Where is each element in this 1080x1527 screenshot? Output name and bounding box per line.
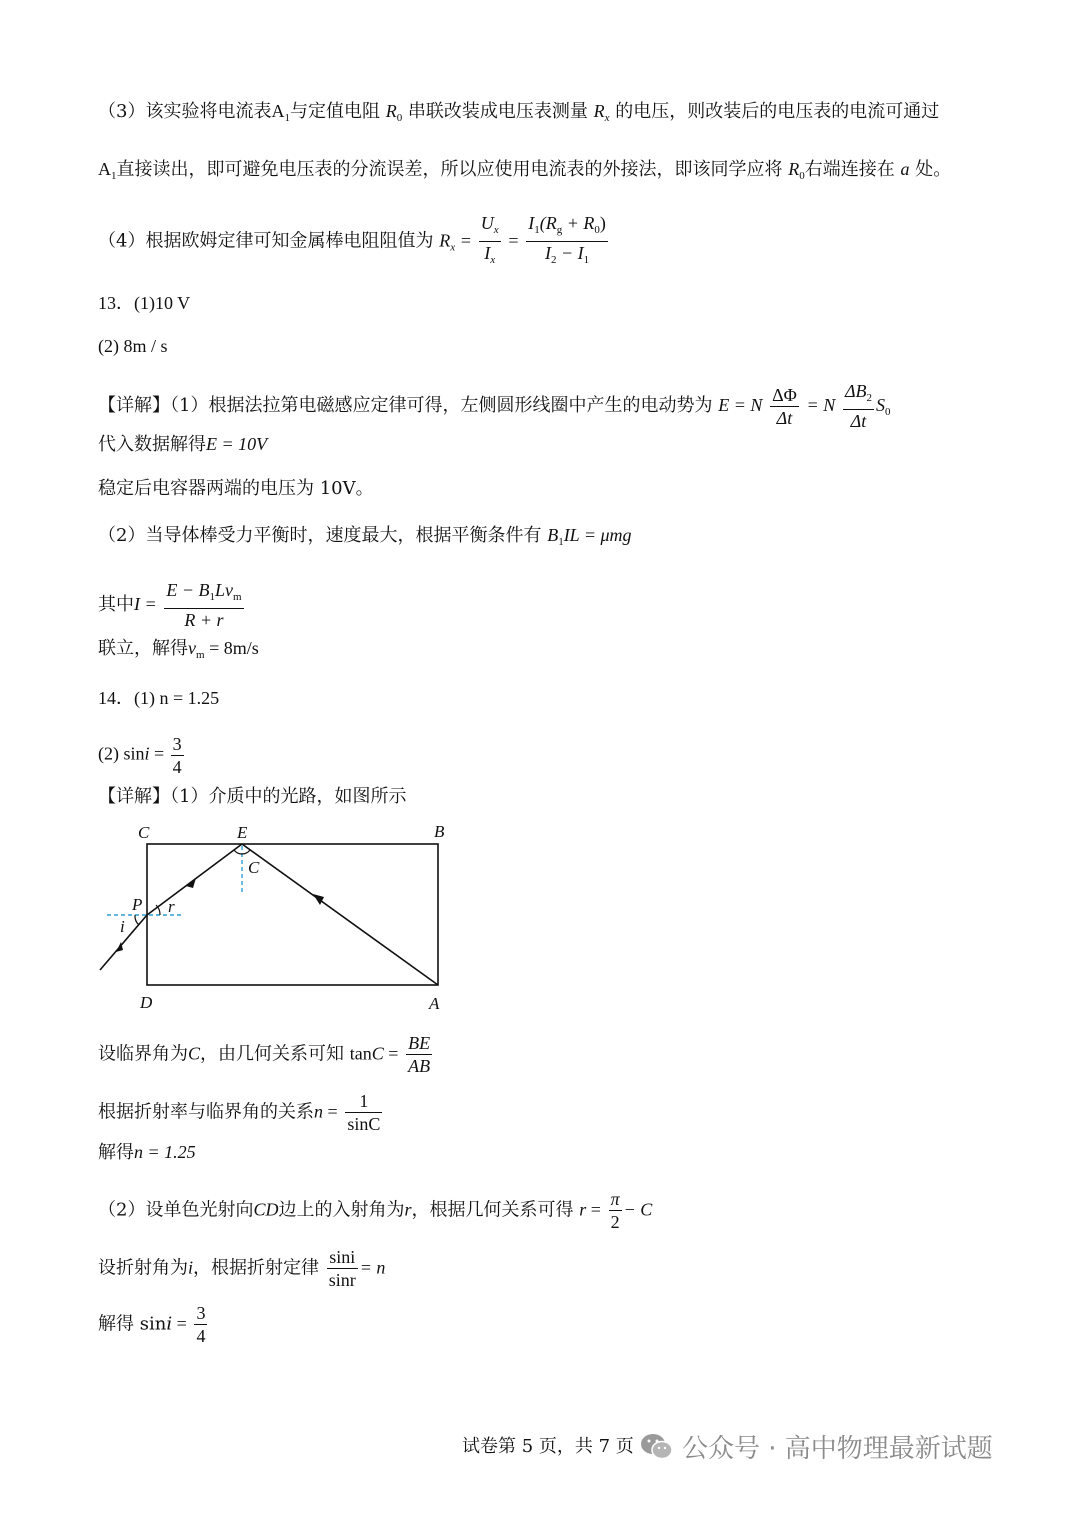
p4-text1: （4）根据欧姆定律可知金属棒电阻阻值为 — [98, 230, 434, 252]
vm-sub-2: m — [196, 649, 205, 661]
q14-d2-eq: = — [383, 1043, 399, 1064]
Ux-sub: x — [493, 224, 499, 236]
R0-sub: 0 — [396, 112, 403, 124]
close-paren: ) — [599, 213, 606, 233]
arrow-E-P — [186, 878, 196, 888]
q13-answer2: (2) 8m / s — [98, 336, 168, 356]
BE: BE — [408, 1033, 431, 1053]
q14-d5-text: （2）设单色光射向 — [98, 1199, 254, 1221]
label-r: r — [168, 897, 175, 916]
R0-sub-3: 0 — [594, 224, 600, 236]
fraction-pi-2 — [609, 1188, 622, 1233]
S0: S — [876, 395, 885, 415]
vm-sub: m — [233, 591, 242, 603]
minus-I1: − I — [556, 243, 584, 263]
q14-d5-text3: ，根据几何关系可得 — [411, 1199, 574, 1221]
r-symbol: r — [404, 1199, 412, 1220]
q14-a2-eq: = — [149, 743, 165, 764]
q14-detail6 — [98, 1246, 385, 1291]
num-1: 1 — [345, 1090, 382, 1113]
Rx-sub: x — [604, 112, 610, 124]
fraction-1-sinC — [345, 1090, 382, 1135]
q14-detail5 — [98, 1188, 652, 1233]
label-B: B — [434, 822, 445, 841]
I1-sub-2: 1 — [583, 254, 590, 266]
dt-2: Δt — [850, 411, 867, 431]
Rg-open: (R — [539, 213, 557, 233]
Ux: U — [480, 213, 494, 233]
ray-A-to-E — [242, 844, 438, 985]
E-minus-B: E − B — [166, 580, 210, 600]
Rx-symbol: R — [593, 101, 605, 121]
label-i: i — [120, 917, 125, 936]
p4-eq1: = — [460, 230, 471, 251]
R0-symbol: R — [385, 101, 397, 121]
point-a: a — [900, 159, 910, 179]
CD: CD — [253, 1199, 279, 1220]
vm-value: = 8m/s — [204, 638, 259, 658]
label-E: E — [237, 823, 248, 842]
q14-a2-i: i — [144, 743, 150, 764]
A1-sub-2: 1 — [111, 170, 117, 182]
den-4: 4 — [172, 757, 182, 777]
r-symbol-2: r — [579, 1199, 587, 1220]
q14-d4-text: 解得 — [98, 1142, 134, 1163]
q14-detail3 — [98, 1090, 384, 1135]
q14-d3-text: 根据折射率与临界角的关系 — [98, 1101, 314, 1123]
i-symbol: i — [188, 1257, 194, 1278]
q13-d1-text: 【详解】（1）根据法拉第电磁感应定律可得，左侧圆形线圈中产生的电动势为 — [98, 395, 713, 416]
q14-d2-text: 设临界角为 — [98, 1043, 188, 1065]
sini: sini — [327, 1246, 358, 1269]
q13-detail3: 稳定后电容器两端的电压为 10V。 — [98, 478, 374, 499]
q14-a2-sin: (2) sin — [98, 743, 145, 764]
B1-sub: 1 — [558, 536, 564, 548]
label-D: D — [140, 993, 153, 1012]
q14-answer1: 14．(1) n = 1.25 — [98, 688, 220, 708]
den-2: 2 — [610, 1212, 620, 1232]
I2-sub: 2 — [550, 254, 557, 266]
fraction-BE-AB — [406, 1032, 432, 1077]
fraction-3-4-b — [194, 1302, 207, 1347]
den-4-b: 4 — [196, 1326, 206, 1346]
AB: AB — [408, 1056, 431, 1076]
n-symbol: n — [314, 1101, 323, 1122]
watermark-text: 公众号 · 高中物理最新试题 — [682, 1434, 993, 1464]
q14-d7-eq: = — [172, 1313, 187, 1334]
label-C: C — [138, 823, 150, 842]
dB: ΔB — [844, 381, 867, 401]
eq-N: = N — [729, 395, 763, 415]
label-A: A — [429, 994, 440, 1013]
p3-text6: 右端连接在 — [804, 159, 895, 180]
q14-d5-text2: 边上的入射角为 — [278, 1199, 405, 1221]
dB-sub: 2 — [866, 392, 872, 404]
q14-detail1: 【详解】（1）介质中的光路，如图所示 — [98, 786, 407, 807]
dPhi: ΔΦ — [772, 384, 797, 405]
p3-text2: 与定值电阻 — [289, 101, 380, 122]
A1-sub: 1 — [284, 112, 290, 124]
Lv: Lv — [215, 580, 234, 600]
q14-detail2 — [98, 1032, 434, 1077]
q14-d6-text: 设折射角为 — [98, 1257, 188, 1279]
num-3-b: 3 — [196, 1303, 206, 1323]
p3-text3: 串联改装成电压表测量 — [407, 101, 588, 122]
Ix: I — [484, 243, 491, 263]
n-value: n = 1.25 — [134, 1142, 196, 1162]
q13-d4-eq: IL = μmg — [563, 525, 632, 545]
watermark — [640, 1428, 993, 1465]
Rg-sub: g — [556, 224, 563, 236]
R0-sub-2: 0 — [799, 170, 805, 182]
E-symbol: E — [718, 395, 730, 415]
q13-d2-text: 代入数据解得 — [98, 434, 206, 455]
q13-answer1: 13．(1)10 V — [98, 293, 191, 313]
B1: B — [547, 525, 559, 545]
p3-text4: 的电压，则改装后的电压表的电流可通过 — [615, 101, 940, 122]
q14-detail7 — [98, 1302, 209, 1347]
plus-R0: + R — [562, 213, 595, 233]
q13-d4-text: （2）当导体棒受力平衡时，速度最大，根据平衡条件有 — [98, 525, 542, 546]
dt: Δt — [776, 407, 793, 428]
eq-n: = n — [359, 1257, 386, 1278]
sinC: sinC — [347, 1114, 381, 1134]
i-symbol-2: i — [166, 1313, 173, 1335]
A1-symbol-2: A — [98, 159, 111, 179]
I-eq: I = — [134, 594, 157, 614]
I2: I — [544, 243, 551, 263]
p4-eq2: = — [508, 230, 519, 251]
tan: tan — [349, 1043, 372, 1064]
S0-sub: 0 — [885, 406, 891, 418]
q14-d7-text: 解得 sin — [98, 1313, 167, 1335]
angle-arc-i — [135, 915, 139, 925]
label-C-angle: C — [248, 858, 260, 877]
q14-detail4 — [98, 1140, 196, 1165]
num-3: 3 — [172, 734, 182, 754]
Ix-sub: x — [490, 254, 496, 266]
medium-rectangle — [147, 844, 438, 985]
label-P: P — [132, 895, 143, 914]
p3-text1: （3）该实验将电流表 — [98, 101, 272, 122]
vm: v — [188, 638, 196, 658]
q14-d2-text2: ，由几何关系可知 — [200, 1043, 345, 1065]
eq-N-2: = N — [806, 395, 836, 415]
A1-symbol: A — [271, 101, 285, 121]
p4-lhs: R — [439, 230, 451, 251]
pi: π — [610, 1189, 620, 1209]
q14-d3-eq: = — [323, 1101, 338, 1122]
fraction-sini-sinr — [327, 1246, 358, 1291]
q14-d5-eq: = — [586, 1199, 601, 1220]
p4-lhs-sub: x — [450, 241, 456, 254]
p3-text7: 处。 — [915, 159, 952, 180]
p3-text5: 直接读出，即可避免电压表的分流误差，所以应使用电流表的外接法，即该同学应将 — [116, 159, 783, 180]
q13-d6-text: 联立，解得 — [98, 638, 188, 659]
page-footer: 试卷第 5 页，共 7 页 — [462, 1436, 634, 1457]
I1-sub: 1 — [534, 224, 540, 236]
q14-d6-text2: ，根据折射定律 — [193, 1257, 320, 1279]
q13-d5-text: 其中 — [98, 594, 134, 615]
R-plus-r: R + r — [184, 610, 224, 630]
minus-C: − C — [623, 1199, 653, 1220]
B1-sub-2: 1 — [209, 591, 216, 603]
q13-d2-eq: E = 10V — [206, 434, 268, 454]
wechat-icon — [640, 1432, 674, 1462]
R0-symbol-2: R — [788, 159, 800, 179]
C-symbol: C — [188, 1043, 201, 1064]
tan-C: C — [371, 1043, 384, 1064]
I1: I — [528, 213, 535, 233]
sinr: sinr — [328, 1270, 356, 1290]
arrow-A-E — [313, 894, 324, 905]
